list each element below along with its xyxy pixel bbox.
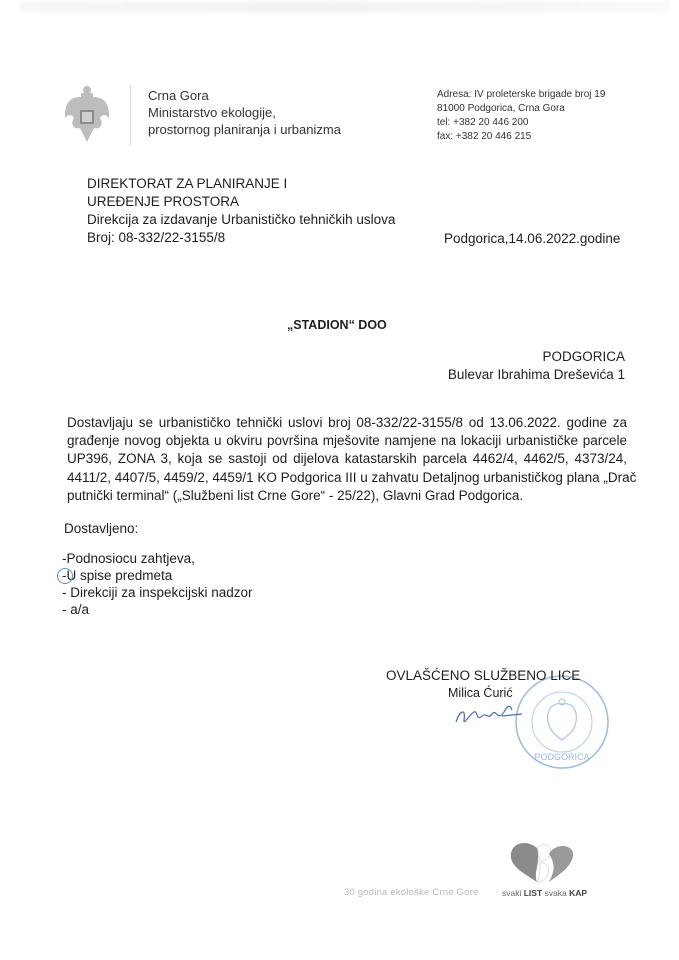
list-item: - a/a (62, 602, 90, 617)
hearts-logo-icon (507, 838, 577, 884)
svg-text:PODGORICA: PODGORICA (534, 752, 590, 762)
list-item: -U spise predmeta (62, 567, 253, 584)
handwritten-signature-icon (452, 700, 532, 730)
pen-mark-circle (57, 568, 73, 584)
recipient-city: PODGORICA (542, 349, 625, 364)
document-number: Broj: 08-332/22-3155/8 (87, 230, 226, 245)
ministry-name: Crna Gora Ministarstvo ekologije, prostornog planiranja i urbanizma (148, 88, 341, 137)
document-date: Podgorica,14.06.2022.godine (444, 231, 621, 246)
coat-of-arms-icon (62, 84, 112, 146)
body-paragraph: Dostavljaju se urbanističko tehnički uslovi broj 08-332/22-3155/8 od 13.06.2022. godine za građenje novog objekta u okviru površina mješovite namjene na lokaciji urbanističke parcele UP396, ZONA 3, koja se sastoji od dijelova katastarskih parcela 4462/4, 4462/5, 4373/24, 4411/2, 4407/5, 4459/2, 4459/1 KO Podgorica III u zahvatu Detaljnog urbanističkog plana „Drač putnički terminal“ („Službeni list Crne Gore“ - 25/22), Glavni Grad Podgorica. (67, 415, 637, 503)
distribution-label: Dostavljeno: (64, 521, 139, 536)
footer-tagline: svaki LIST svaka KAP (502, 888, 588, 898)
list-item: -Podnosiocu zahtjeva, (62, 551, 195, 566)
sender-block: DIREKTORAT ZA PLANIRANJE I UREĐENJE PROSTORA Direkcija za izdavanje Urbanističko tehničkih uslova Broj: 08-332/22-3155/8 (87, 176, 396, 245)
signatory-name: Milica Ćurić (448, 686, 513, 700)
footer-slogan: 30 godina ekološke Crne Gore (344, 887, 479, 898)
header-divider (130, 85, 131, 145)
ministry-address: Adresa: IV proleterske brigade broj 19 81000 Podgorica, Crna Gora tel: +382 20 446 200 fax: +382 20 446 215 (437, 89, 606, 142)
recipient-street: Bulevar Ibrahima Dreševića 1 (447, 367, 625, 382)
list-item: - Direkciji za inspekcijski nadzor (62, 585, 253, 600)
signatory-title: OVLAŠĆENO SLUŽBENO LICE (386, 668, 581, 683)
distribution-list (62, 550, 253, 618)
scan-artifact (20, 2, 670, 12)
recipient-name: „STADION“ DOO (287, 318, 387, 332)
